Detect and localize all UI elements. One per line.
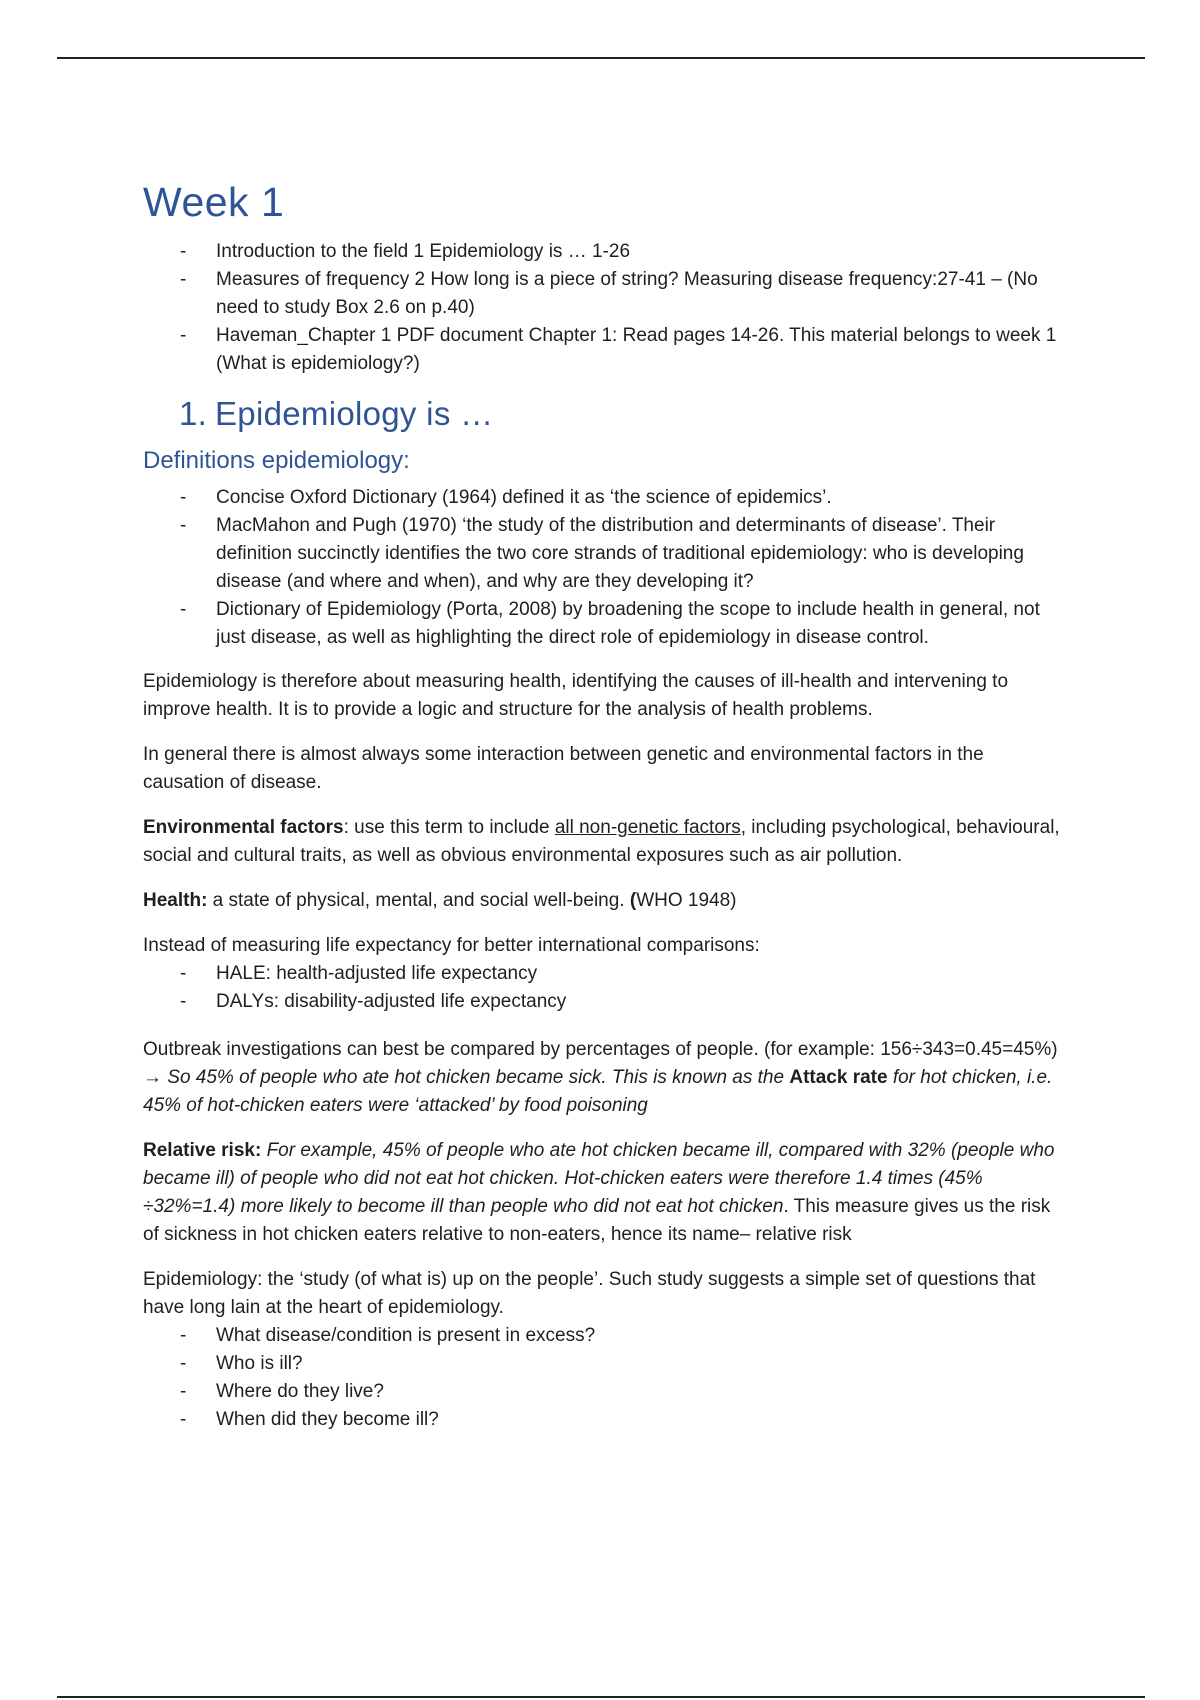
list-item: - What disease/condition is present in excess? [143, 1322, 1068, 1350]
term-label: Health: [143, 890, 208, 911]
term-label: Environmental factors [143, 817, 344, 838]
paragraph-interaction: In general there is almost always some interaction between genetic and environmental factors in the causation of disease. [143, 744, 984, 793]
term-label: Attack rate [789, 1067, 888, 1088]
paragraph-life-expectancy: Instead of measuring life expectancy for better international comparisons: [143, 935, 760, 956]
page-title: Week 1 [143, 179, 285, 225]
list-item: - DALYs: disability-adjusted life expectancy [143, 988, 1068, 1016]
paragraph-relative-risk: Relative risk: For example, 45% of people who ate hot chicken became ill, compared with 32% (people who became ill) of people who did not eat hot chicken. Hot-chicken eaters were therefore 1.4 times (45% ÷32%=1.4) more likely to become ill than people who did not eat hot chicken. This measure gives us the risk of sickness in hot chicken eaters relative to non-eaters, hence its name– relative risk [143, 1140, 1055, 1245]
dash-bullet: - [180, 1409, 187, 1430]
arrow-icon: → [143, 1067, 162, 1088]
dash-bullet: - [180, 487, 187, 508]
section-title: Epidemiology is … [215, 395, 494, 432]
underlined-text: all non-genetic factors [554, 817, 741, 838]
dash-bullet: - [180, 515, 187, 536]
paragraph-study: Epidemiology: the ‘study (of what is) up on the people’. Such study suggests a simple set of questions that have long lain at the heart of epidemiology. [143, 1269, 1036, 1318]
week-items-list [143, 238, 1068, 378]
list-item: - HALE: health-adjusted life expectancy [143, 960, 1068, 988]
dash-bullet: - [180, 991, 187, 1012]
dash-bullet: - [180, 1353, 187, 1374]
spacer [143, 1016, 1068, 1036]
list-item: - Where do they live? [143, 1378, 1068, 1406]
list-item: - When did they become ill? [143, 1406, 1068, 1434]
paragraph-health: Health: a state of physical, mental, and social well-being. (WHO 1948) [143, 890, 737, 911]
list-item: - Who is ill? [143, 1350, 1068, 1378]
dash-bullet: - [180, 963, 187, 984]
dash-bullet: - [180, 269, 187, 290]
term-label: Relative risk: [143, 1140, 262, 1161]
dash-bullet: - [180, 1325, 187, 1346]
list-item: - Haveman_Chapter 1 PDF document Chapter 1: Read pages 14-26. This material belongs to week 1 (What is epidemiology?) [143, 322, 1068, 378]
document-body [143, 178, 1068, 1434]
list-item: - Dictionary of Epidemiology (Porta, 2008) by broadening the scope to include health in general, not just disease, as well as highlighting the direct role of epidemiology in disease control. [143, 596, 1068, 652]
dash-bullet: - [180, 241, 187, 262]
dash-bullet: - [180, 1381, 187, 1402]
section-heading [179, 394, 1068, 434]
paragraph-environmental-factors: Environmental factors: use this term to include all non-genetic factors, including psychological, behavioural, social and cultural traits, as well as obvious environmental exposures such as air pollution. [143, 817, 1060, 866]
dash-bullet: - [180, 599, 187, 620]
footer-rule [57, 1696, 1145, 1698]
list-item: - MacMahon and Pugh (1970) ‘the study of the distribution and determinants of disease’. Their definition succinctly identifies the two core strands of traditional epidemiology: who is developing disease (and where and when), and why are they developing it? [143, 512, 1068, 596]
questions-list [143, 1322, 1068, 1434]
dash-bullet: - [180, 325, 187, 346]
list-item: - Measures of frequency 2 How long is a piece of string? Measuring disease frequency:27-41 – (No need to study Box 2.6 on p.40) [143, 266, 1068, 322]
header-rule [57, 57, 1145, 59]
section-number: 1. [179, 395, 208, 432]
list-item: - Concise Oxford Dictionary (1964) defined it as ‘the science of epidemics’. [143, 484, 1068, 512]
paragraph-outbreak: Outbreak investigations can best be compared by percentages of people. (for example: 156÷343=0.45=45%) → So 45% of people who ate hot chicken became sick. This is known as the Attack rate for hot chicken, i.e. 45% of hot-chicken eaters were ‘attacked’ by food poisoning [143, 1039, 1058, 1116]
list-item: - Introduction to the field 1 Epidemiology is … 1-26 [143, 238, 1068, 266]
subheading-definitions: Definitions epidemiology: [143, 447, 410, 474]
life-expectancy-list [143, 960, 1068, 1016]
definitions-list [143, 484, 1068, 652]
paragraph-therefore: Epidemiology is therefore about measuring health, identifying the causes of ill-health and intervening to improve health. It is to provide a logic and structure for the analysis of health problems. [143, 671, 1009, 720]
